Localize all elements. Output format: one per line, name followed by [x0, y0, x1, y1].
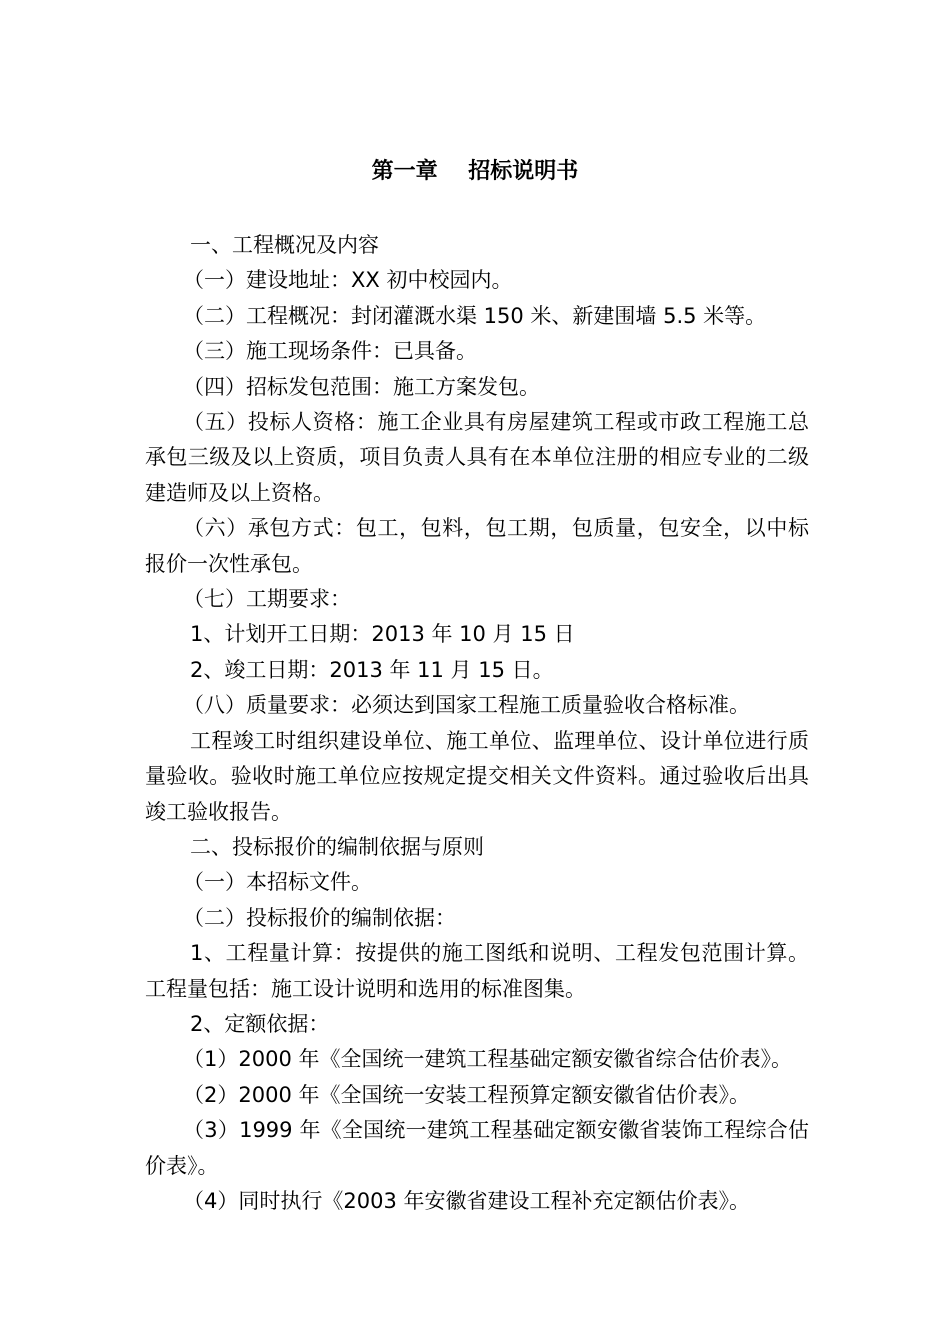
document-body: [145, 228, 809, 1219]
paragraph-site-address: （一）建设地址：XX 初中校园内。: [183, 268, 513, 293]
section-heading-1: 一、工程概况及内容: [190, 233, 379, 257]
chapter-title: 第一章 招标说明书: [371, 159, 579, 184]
paragraph-quota-2: （2）2000 年《全国统一安装工程预算定额安徽省估价表》。: [183, 1082, 750, 1107]
paragraph-bid-scope: （四）招标发包范围：施工方案发包。: [183, 374, 540, 399]
paragraph-contract-method: （六）承包方式：包工，包料，包工期，包质量，包安全，以中标报价一次性承包。: [145, 516, 809, 576]
paragraph-quality-requirement: （八）质量要求：必须达到国家工程施工质量验收合格标准。: [183, 693, 750, 718]
paragraph-bidder-qualification: （五）投标人资格：施工企业具有房屋建筑工程或市政工程施工总承包三级及以上资质，项目负责人具有在本单位注册的相应专业的二级建造师及以上资格。: [145, 410, 809, 505]
paragraph-quantity-calculation: 1、工程量计算：按提供的施工图纸和说明、工程发包范围计算。工程量包括：施工设计说明和选用的标准图集。: [145, 941, 809, 1001]
paragraph-completion-date: 2、竣工日期：2013 年 11 月 15 日。: [190, 657, 554, 682]
section-heading-2: 二、投标报价的编制依据与原则: [190, 834, 484, 859]
paragraph-project-overview: （二）工程概况：封闭灌溉水渠 150 米、新建围墙 5.5 米等。: [183, 303, 767, 328]
paragraph-schedule-heading: （七）工期要求：: [183, 587, 351, 612]
paragraph-quota-basis: 2、定额依据：: [190, 1011, 330, 1036]
paragraph-quota-3: （3）1999 年《全国统一建筑工程基础定额安徽省装饰工程综合估价表》。: [145, 1118, 809, 1178]
paragraph-acceptance: 工程竣工时组织建设单位、施工单位、监理单位、设计单位进行质量验收。验收时施工单位应按规定提交相关文件资料。通过验收后出具竣工验收报告。: [145, 728, 809, 824]
paragraph-site-conditions: （三）施工现场条件：已具备。: [183, 339, 477, 364]
paragraph-tender-document: （一）本招标文件。: [183, 870, 372, 895]
paragraph-quota-1: （1）2000 年《全国统一建筑工程基础定额安徽省综合估价表》。: [183, 1047, 792, 1072]
paragraph-start-date: 1、计划开工日期：2013 年 10 月 15 日: [190, 622, 575, 647]
paragraph-pricing-basis: （二）投标报价的编制依据：: [183, 905, 456, 930]
paragraph-quota-4: （4）同时执行《2003 年安徽省建设工程补充定额估价表》。: [183, 1188, 750, 1213]
